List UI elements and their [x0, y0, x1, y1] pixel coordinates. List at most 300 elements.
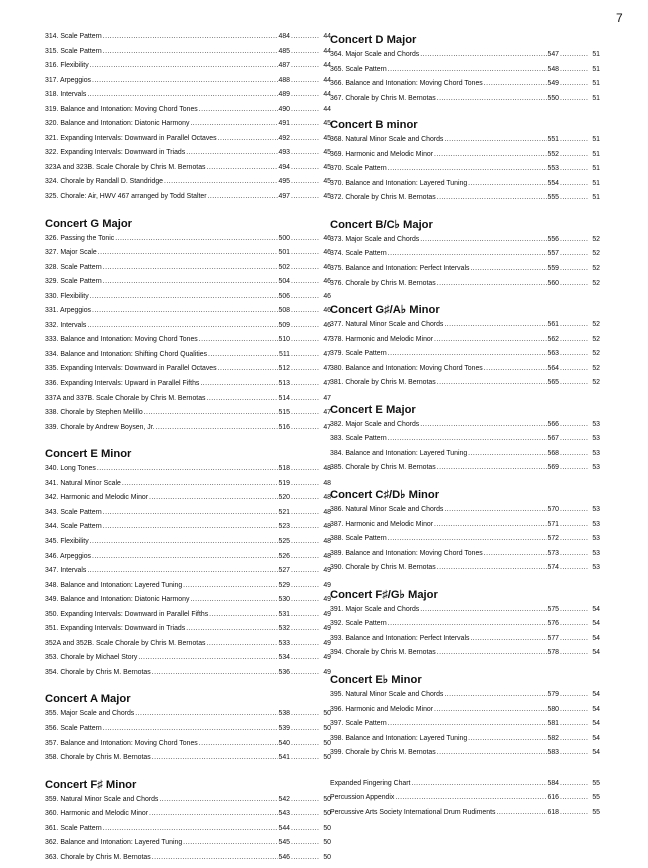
- dot-leader: [291, 235, 319, 242]
- dot-leader: [115, 235, 277, 242]
- entry-page: 54: [592, 690, 600, 698]
- dot-leader: [437, 95, 547, 102]
- dot-leader: [560, 51, 588, 58]
- dot-leader: [291, 538, 319, 545]
- toc-entry: [330, 706, 600, 721]
- entry-title: 397. Scale Pattern: [330, 720, 387, 728]
- entry-title: 338. Chorale by Stephen Melillo: [45, 409, 143, 417]
- entry-title: 361. Scale Pattern: [45, 824, 102, 832]
- toc-entry: [330, 80, 600, 95]
- entry-page: 49: [323, 668, 331, 676]
- dot-leader: [434, 521, 546, 528]
- dot-leader: [87, 91, 277, 98]
- dot-leader: [199, 106, 278, 113]
- dot-leader: [291, 494, 319, 501]
- entry-title: 382. Major Scale and Chords: [330, 420, 420, 428]
- entry-number: 526: [278, 552, 290, 560]
- entry-title: Percussive Arts Society International Drum Rudiments: [330, 808, 496, 816]
- entry-number: 511: [279, 350, 290, 358]
- toc-entry: [330, 691, 600, 706]
- dot-leader: [560, 421, 588, 428]
- entry-title: 374. Scale Pattern: [330, 250, 387, 258]
- dot-leader: [291, 611, 319, 618]
- section-heading-concert-g-a-minor: Concert G♯/A♭ Minor: [330, 304, 440, 317]
- dot-leader: [291, 740, 319, 747]
- dot-leader: [444, 136, 546, 143]
- entry-title: 316. Flexibility: [45, 62, 89, 70]
- dot-leader: [90, 62, 278, 69]
- entry-title: 394. Chorale by Chris M. Bernotas: [330, 649, 436, 657]
- dot-leader: [291, 523, 319, 530]
- dot-leader: [87, 567, 277, 574]
- dot-leader: [291, 351, 319, 358]
- toc-entry: [45, 249, 331, 264]
- dot-leader: [437, 464, 547, 471]
- dot-leader: [560, 620, 588, 627]
- entry-number: 520: [278, 494, 290, 502]
- entry-title: 388. Scale Pattern: [330, 535, 387, 543]
- dot-leader: [200, 380, 277, 387]
- dot-leader: [291, 582, 319, 589]
- dot-leader: [560, 506, 588, 513]
- entry-page: 44: [323, 105, 331, 113]
- entry-page: 53: [592, 420, 600, 428]
- toc-entry: [45, 810, 331, 825]
- toc-entry: [45, 567, 331, 582]
- entry-title: 364. Major Scale and Chords: [330, 51, 420, 58]
- dot-leader: [560, 265, 588, 272]
- entry-page: 55: [592, 808, 600, 816]
- dot-leader: [291, 625, 319, 632]
- dot-leader: [291, 164, 319, 171]
- dot-leader: [103, 825, 278, 832]
- entry-number: 563: [547, 350, 559, 358]
- toc-entry: [45, 494, 331, 509]
- dot-leader: [103, 278, 278, 285]
- entry-page: 51: [592, 51, 600, 58]
- dot-leader: [560, 464, 588, 471]
- entry-number: 525: [278, 537, 290, 545]
- entry-page: 45: [323, 134, 331, 142]
- dot-leader: [291, 193, 319, 200]
- entry-title: 318. Intervals: [45, 91, 87, 99]
- toc-entry: [330, 794, 600, 809]
- entry-number: 508: [278, 307, 290, 315]
- entry-page: 47: [323, 409, 331, 417]
- dot-leader: [218, 135, 278, 142]
- entry-number: 491: [278, 120, 290, 128]
- entry-number: 527: [278, 567, 290, 575]
- dot-leader: [90, 538, 278, 545]
- entry-number: 516: [278, 423, 290, 431]
- entry-page: 52: [592, 350, 600, 358]
- entry-number: 502: [278, 263, 290, 271]
- entry-page: 52: [592, 379, 600, 387]
- dot-leader: [560, 649, 588, 656]
- toc-entry: [45, 120, 331, 135]
- dot-leader: [560, 136, 588, 143]
- entry-page: 51: [592, 65, 600, 73]
- dot-leader: [186, 625, 277, 632]
- dot-leader: [103, 509, 278, 516]
- toc-entry: [45, 825, 331, 840]
- entry-number: 573: [547, 549, 559, 557]
- entry-number: 560: [547, 279, 559, 287]
- entry-number: 616: [547, 794, 559, 802]
- toc-entry: [330, 180, 600, 195]
- section-heading-concert-e-major: Concert E Major: [330, 403, 416, 416]
- toc-entry: [330, 250, 600, 265]
- dot-leader: [208, 193, 278, 200]
- entry-number: 540: [278, 739, 290, 747]
- dot-leader: [420, 606, 546, 613]
- toc-entry: [45, 264, 331, 279]
- toc-entry: [45, 164, 331, 179]
- entry-number: 512: [278, 365, 290, 373]
- entry-page: 45: [323, 178, 331, 186]
- toc-entry: [45, 538, 331, 553]
- toc-entry: [45, 409, 331, 424]
- toc-entry: [45, 365, 331, 380]
- dot-leader: [122, 480, 278, 487]
- entry-number: 518: [278, 465, 290, 473]
- toc-entry: [330, 564, 600, 579]
- entry-title: 330. Flexibility: [45, 292, 89, 300]
- entry-number: 583: [547, 749, 559, 757]
- dot-leader: [560, 606, 588, 613]
- dot-leader: [560, 735, 588, 742]
- toc-entry: [45, 625, 331, 640]
- entry-number: 515: [278, 409, 290, 417]
- dot-leader: [190, 120, 277, 127]
- entry-page: 52: [592, 321, 600, 329]
- dot-leader: [560, 236, 588, 243]
- entry-page: 54: [592, 720, 600, 728]
- dot-leader: [149, 810, 277, 817]
- dot-leader: [208, 351, 278, 358]
- dot-leader: [560, 535, 588, 542]
- entry-title: 356. Scale Pattern: [45, 724, 102, 732]
- toc-right-column: [330, 33, 600, 823]
- section-heading-concert-g-major: Concert G Major: [45, 217, 133, 230]
- entry-title: 345. Flexibility: [45, 537, 89, 545]
- dot-leader: [92, 307, 278, 314]
- entry-page: 55: [592, 794, 600, 802]
- dot-leader: [291, 725, 319, 732]
- dot-leader: [156, 424, 278, 431]
- entry-title: 342. Harmonic and Melodic Minor: [45, 494, 149, 502]
- entry-page: 47: [323, 350, 331, 358]
- dot-leader: [388, 350, 547, 357]
- dot-leader: [291, 409, 319, 416]
- toc-entry: [45, 582, 331, 597]
- dot-leader: [411, 780, 546, 787]
- dot-leader: [152, 754, 278, 761]
- entry-number: 582: [547, 734, 559, 742]
- entry-title: 329. Scale Pattern: [45, 278, 102, 286]
- dot-leader: [144, 409, 278, 416]
- toc-entry: [330, 749, 600, 764]
- dot-leader: [92, 77, 278, 84]
- toc-entry: [330, 66, 600, 81]
- toc-entry: [45, 48, 331, 63]
- entry-number: 530: [278, 596, 290, 604]
- entry-page: 50: [323, 853, 331, 861]
- entry-number: 580: [547, 705, 559, 713]
- entry-title: 314. Scale Pattern: [45, 33, 102, 40]
- dot-leader: [291, 62, 319, 69]
- entry-page: 46: [323, 249, 331, 257]
- dot-leader: [103, 264, 278, 271]
- dot-leader: [207, 640, 278, 647]
- entry-page: 51: [592, 80, 600, 88]
- dot-leader: [470, 265, 546, 272]
- toc-entry: [330, 535, 600, 550]
- toc-entry: [330, 809, 600, 824]
- entry-number: 562: [547, 335, 559, 343]
- entry-page: 55: [592, 779, 600, 787]
- entry-number: 572: [547, 535, 559, 543]
- toc-entry: [45, 278, 331, 293]
- toc-entry: [330, 350, 600, 365]
- dot-leader: [291, 33, 319, 40]
- entry-number: 510: [278, 336, 290, 344]
- entry-title: 320. Balance and Intonation: Diatonic Harmony: [45, 120, 190, 128]
- toc-entry: [45, 796, 331, 811]
- toc-entry: [45, 33, 331, 48]
- entry-title: 363. Chorale by Chris M. Bernotas: [45, 853, 151, 861]
- section-heading-concert-e-minor: Concert E Minor: [45, 448, 132, 461]
- dot-leader: [97, 465, 278, 472]
- entry-page: 48: [323, 537, 331, 545]
- toc-entry: [45, 322, 331, 337]
- dot-leader: [209, 611, 277, 618]
- entry-title: 369. Harmonic and Melodic Minor: [330, 150, 434, 158]
- dot-leader: [90, 293, 278, 300]
- entry-page: 48: [323, 508, 331, 516]
- entry-page: 53: [592, 449, 600, 457]
- entry-page: 50: [323, 710, 331, 718]
- toc-entry: [330, 321, 600, 336]
- entry-number: 533: [278, 639, 290, 647]
- entry-number: 523: [278, 523, 290, 531]
- dot-leader: [190, 596, 277, 603]
- dot-leader: [291, 596, 319, 603]
- entry-number: 519: [278, 479, 290, 487]
- dot-leader: [444, 321, 546, 328]
- toc-entry: [330, 735, 600, 750]
- toc-entry: [330, 165, 600, 180]
- entry-number: 489: [278, 91, 290, 99]
- entry-number: 546: [278, 853, 290, 861]
- toc-entry: [45, 380, 331, 395]
- toc-entry: [330, 51, 600, 66]
- entry-number: 618: [547, 808, 559, 816]
- toc-entry: [45, 465, 331, 480]
- entry-page: 50: [323, 824, 331, 832]
- entry-title: 391. Major Scale and Chords: [330, 605, 420, 613]
- entry-title: 325. Chorale: Air, HWV 467 arranged by Todd Stalter: [45, 193, 207, 201]
- entry-page: 47: [323, 336, 331, 344]
- entry-title: 375. Balance and Intonation: Perfect Intervals: [330, 265, 470, 273]
- entry-title: 337A and 337B. Scale Chorale by Chris M. Bernotas: [45, 394, 206, 402]
- toc-entry: [330, 265, 600, 280]
- entry-title: 351. Expanding Intervals: Downward in Triads: [45, 625, 186, 633]
- entry-title: 385. Chorale by Chris M. Bernotas: [330, 464, 436, 472]
- entry-title: 395. Natural Minor Scale and Chords: [330, 690, 444, 698]
- entry-title: 354. Chorale by Chris M. Bernotas: [45, 668, 151, 676]
- dot-leader: [560, 720, 588, 727]
- entry-number: 564: [547, 364, 559, 372]
- entry-page: 49: [323, 581, 331, 589]
- entry-page: 47: [323, 365, 331, 373]
- entry-page: 49: [323, 567, 331, 575]
- entry-title: Expanded Fingering Chart: [330, 779, 411, 787]
- entry-page: 52: [592, 364, 600, 372]
- entry-number: 577: [547, 634, 559, 642]
- section-heading-concert-c-d-minor: Concert C♯/D♭ Minor: [330, 489, 440, 502]
- dot-leader: [560, 350, 588, 357]
- dot-leader: [560, 706, 588, 713]
- entry-number: 547: [547, 51, 559, 58]
- dot-leader: [291, 48, 319, 55]
- dot-leader: [560, 521, 588, 528]
- dot-leader: [560, 95, 588, 102]
- entry-title: 344. Scale Pattern: [45, 523, 102, 531]
- dot-leader: [291, 654, 319, 661]
- dot-leader: [560, 165, 588, 172]
- section-heading-concert-e-minor: Concert E♭ Minor: [330, 673, 422, 686]
- toc-entry: [330, 136, 600, 151]
- toc-entry: [45, 854, 331, 868]
- toc-entry: [45, 336, 331, 351]
- entry-number: 554: [547, 179, 559, 187]
- dot-leader: [103, 33, 278, 40]
- toc-entry: [330, 780, 600, 795]
- dot-leader: [560, 321, 588, 328]
- entry-title: 335. Expanding Intervals: Downward in Parallel Octaves: [45, 365, 217, 373]
- entry-page: 48: [323, 479, 331, 487]
- entry-title: 317. Arpeggios: [45, 76, 91, 84]
- entry-page: 48: [323, 494, 331, 502]
- entry-number: 531: [278, 610, 290, 618]
- toc-entry: [330, 151, 600, 166]
- entry-number: 513: [278, 380, 290, 388]
- dot-leader: [388, 66, 547, 73]
- entry-title: 376. Chorale by Chris M. Bernotas: [330, 279, 436, 287]
- entry-title: 353. Chorale by Michael Story: [45, 654, 138, 662]
- toc-entry: [330, 720, 600, 735]
- dot-leader: [207, 164, 278, 171]
- entry-title: 399. Chorale by Chris M. Bernotas: [330, 749, 436, 757]
- entry-page: 45: [323, 163, 331, 171]
- entry-page: 49: [323, 654, 331, 662]
- entry-title: 341. Natural Minor Scale: [45, 479, 121, 487]
- dot-leader: [291, 825, 319, 832]
- entry-number: 569: [547, 464, 559, 472]
- dot-leader: [444, 506, 546, 513]
- toc-entry: [45, 293, 331, 308]
- dot-leader: [560, 450, 588, 457]
- page-number: 7: [616, 11, 623, 25]
- dot-leader: [291, 395, 319, 402]
- dot-leader: [291, 322, 319, 329]
- entry-page: 46: [323, 234, 331, 242]
- entry-number: 553: [547, 165, 559, 173]
- toc-entry: [45, 77, 331, 92]
- toc-entry: [330, 649, 600, 664]
- entry-page: 54: [592, 649, 600, 657]
- dot-leader: [560, 250, 588, 257]
- dot-leader: [560, 365, 588, 372]
- entry-page: 46: [323, 321, 331, 329]
- entry-page: 47: [323, 380, 331, 388]
- dot-leader: [560, 194, 588, 201]
- entry-number: 490: [278, 105, 290, 113]
- entry-title: 323A and 323B. Scale Chorale by Chris M. Bernotas: [45, 163, 206, 171]
- toc-entry: [330, 280, 600, 295]
- toc-entry: [45, 553, 331, 568]
- dot-leader: [444, 691, 546, 698]
- dot-leader: [103, 523, 278, 530]
- dot-leader: [186, 149, 277, 156]
- toc-entry: [45, 149, 331, 164]
- entry-number: 543: [278, 810, 290, 818]
- entry-title: 357. Balance and Intonation: Moving Chord Tones: [45, 739, 198, 747]
- dot-leader: [420, 236, 546, 243]
- entry-number: 544: [278, 824, 290, 832]
- entry-page: 50: [323, 724, 331, 732]
- entry-title: 360. Harmonic and Melodic Minor: [45, 810, 149, 818]
- entry-title: 396. Harmonic and Melodic Minor: [330, 705, 434, 713]
- entry-number: 501: [278, 249, 290, 257]
- entry-number: 551: [547, 136, 559, 144]
- toc-entry: [45, 106, 331, 121]
- entry-title: 383. Scale Pattern: [330, 435, 387, 443]
- toc-entry: [330, 95, 600, 110]
- toc-entry: [330, 550, 600, 565]
- toc-entry: [45, 654, 331, 669]
- dot-leader: [291, 480, 319, 487]
- entry-page: 50: [323, 795, 331, 803]
- toc-entry: [330, 521, 600, 536]
- entry-page: 45: [323, 193, 331, 201]
- toc-entry: [45, 424, 331, 439]
- dot-leader: [560, 180, 588, 187]
- dot-leader: [291, 754, 319, 761]
- entry-number: 538: [278, 710, 290, 718]
- dot-leader: [159, 796, 277, 803]
- entry-number: 545: [278, 839, 290, 847]
- entry-title: 373. Major Scale and Chords: [330, 235, 420, 243]
- entry-page: 51: [592, 165, 600, 173]
- entry-page: 44: [323, 76, 331, 84]
- entry-page: 54: [592, 734, 600, 742]
- entry-page: 53: [592, 549, 600, 557]
- entry-number: 561: [547, 321, 559, 329]
- toc-entry: [330, 635, 600, 650]
- entry-title: 339. Chorale by Andrew Boysen, Jr.: [45, 423, 155, 431]
- entry-title: 340. Long Tones: [45, 465, 96, 473]
- dot-leader: [468, 450, 546, 457]
- dot-leader: [135, 710, 277, 717]
- entry-page: 46: [323, 292, 331, 300]
- dot-leader: [395, 794, 546, 801]
- toc-entry: [45, 669, 331, 684]
- dot-leader: [560, 749, 588, 756]
- dot-leader: [291, 278, 319, 285]
- entry-number: 497: [278, 193, 290, 201]
